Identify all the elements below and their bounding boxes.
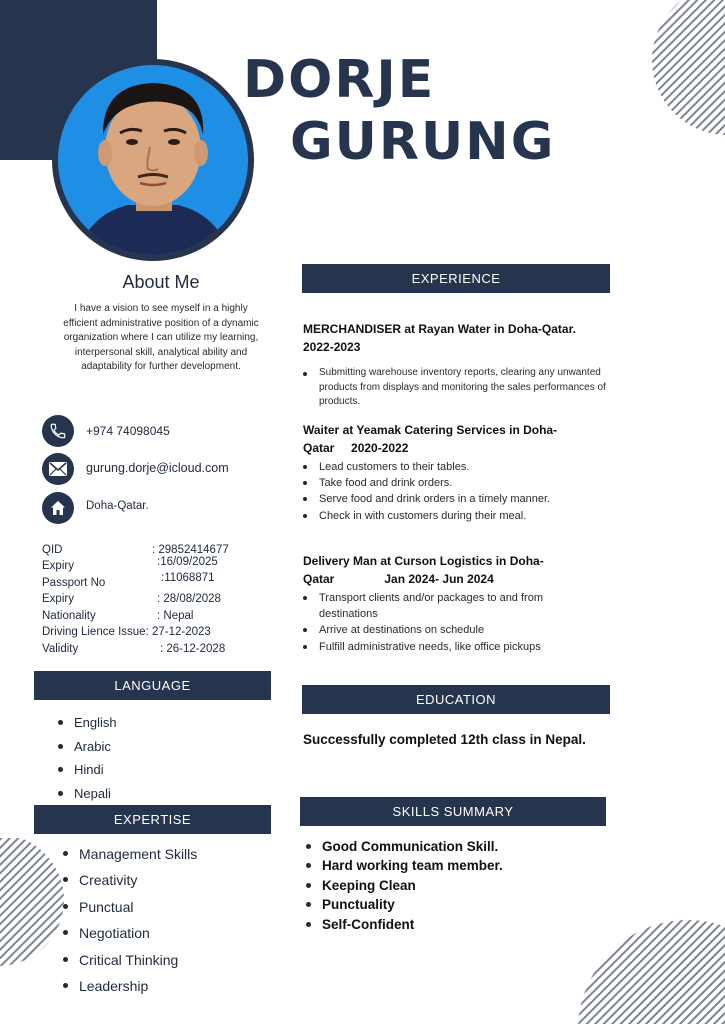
list-item: Take food and drink orders. [303,475,623,491]
job-entry [303,552,603,655]
expertise-list [63,841,197,999]
decorative-stripes-bottom-right [570,912,725,1024]
about-text: I have a vision to see myself in a highly efficient administrative position of a dynamic organization where I can utilize my learning, interpersonal skill, analytical ability and adaptability for further development. [63,303,259,373]
info-label: QID [42,544,63,556]
info-label: Expiry [42,560,74,572]
job-dates: 2022-2023 [303,340,361,354]
info-row [42,610,96,622]
list-item: Nepali [58,782,117,806]
info-label: Nationality [42,610,96,622]
language-list [58,711,117,806]
info-label: Validity [42,643,79,655]
job-duties [303,590,603,655]
person-portrait-icon [58,65,248,255]
first-name: DORJE [243,50,436,110]
info-value: : 27-12-2023 [145,626,211,638]
info-row [42,626,211,638]
info-row [42,560,74,572]
info-value: : Nepal [157,610,194,622]
job-duties [303,459,623,524]
info-value: :11068871 [161,572,215,584]
job-dates: Qatar 2020-2022 [303,441,409,455]
list-item: Leadership [63,973,197,999]
list-item: Good Communication Skill. [306,837,503,856]
education-header: EDUCATION [302,685,610,714]
list-item: Submitting warehouse inventory reports, clearing any unwanted products from displays and monitoring the sales performances of products. [303,366,623,410]
list-item: Arabic [58,735,117,759]
info-value: : 28/08/2028 [157,593,221,605]
education-text: Successfully completed 12th class in Nepal. [303,732,586,747]
list-item: Keeping Clean [306,876,503,895]
profile-photo [58,65,248,255]
info-value: : 29852414677 [152,544,229,556]
list-item: Serve food and drink orders in a timely manner. [303,491,623,507]
experience-header: EXPERIENCE [302,264,610,293]
job-title: Waiter at Yeamak Catering Services in Doha- [303,423,558,437]
last-name: GURUNG [290,112,556,172]
info-value: : 26-12-2028 [160,643,226,655]
list-item: Self-Confident [306,915,503,934]
phone-icon [42,415,74,447]
info-row [42,544,62,556]
skills-list [306,837,503,934]
info-row [42,577,105,589]
list-item: Creativity [63,867,197,893]
phone-number: +974 74098045 [86,424,170,438]
skills-header: SKILLS SUMMARY [300,797,606,826]
job-duties [303,366,623,410]
list-item: Transport clients and/or packages to and from destinations [303,590,603,622]
info-value: :16/09/2025 [157,556,218,568]
list-item: English [58,711,117,735]
list-item: Negotiation [63,920,197,946]
list-item: Check in with customers during their meal. [303,508,623,524]
location: Doha-Qatar. [86,500,149,512]
list-item: Punctual [63,894,197,920]
expertise-header: EXPERTISE [34,805,271,834]
home-icon [42,492,74,524]
info-row [42,643,78,655]
list-item: Hard working team member. [306,856,503,875]
info-label: Passport No [42,577,106,589]
envelope-icon [42,453,74,485]
info-row [42,593,74,605]
email-address: gurung.dorje@icloud.com [86,461,229,475]
info-label: Driving Lience Issue [42,626,146,638]
job-entry [303,421,623,524]
list-item: Critical Thinking [63,947,197,973]
list-item: Hindi [58,758,117,782]
job-title: MERCHANDISER at Rayan Water in Doha-Qatar. [303,322,576,336]
list-item: Lead customers to their tables. [303,459,623,475]
decorative-stripes-top-right [645,0,725,140]
list-item: Management Skills [63,841,197,867]
job-dates: Qatar Jan 2024- Jun 2024 [303,572,494,586]
language-header: LANGUAGE [34,671,271,700]
list-item: Arrive at destinations on schedule [303,622,603,638]
job-entry [303,320,623,410]
list-item: Punctuality [306,895,503,914]
job-title: Delivery Man at Curson Logistics in Doha- [303,554,544,568]
decorative-stripes-left [0,838,70,966]
info-label: Expiry [42,593,74,605]
list-item: Fulfill administrative needs, like office pickups [303,639,603,655]
about-title: About Me [122,272,200,292]
